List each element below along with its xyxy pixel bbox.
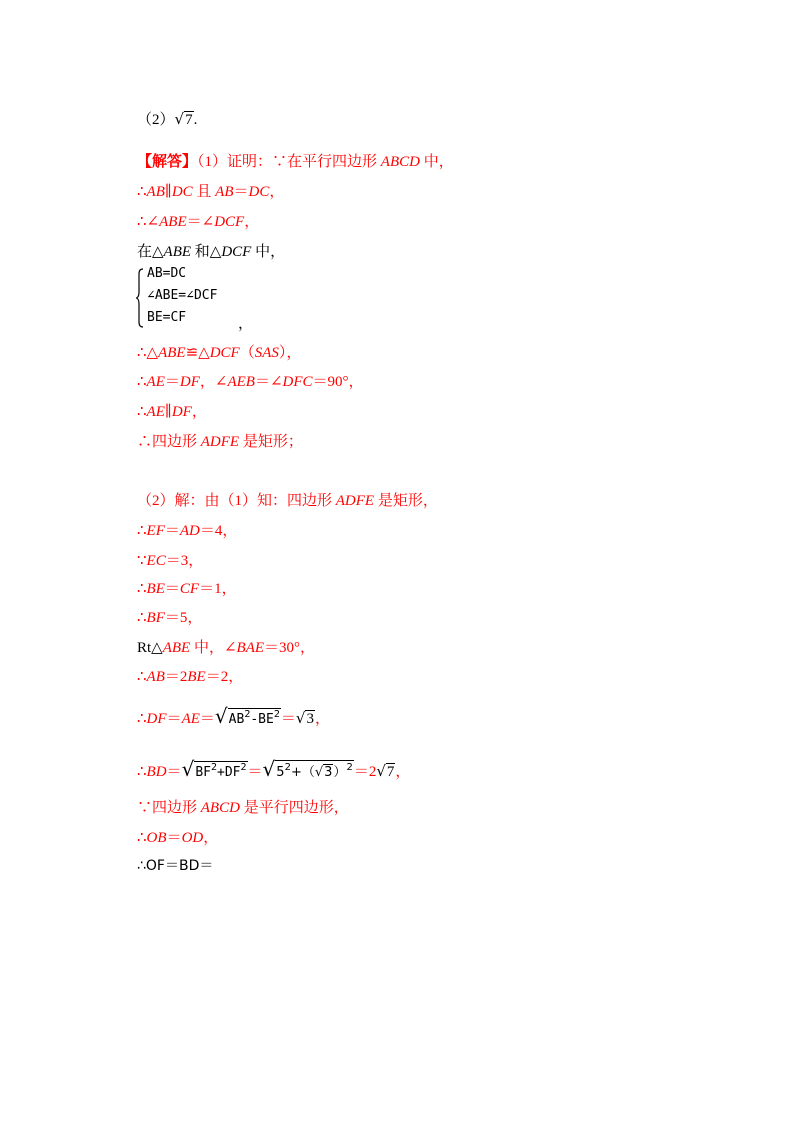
proof-line-1: ∴AB∥DC 且 AB＝DC， (137, 184, 285, 200)
part2-line-8: $\therefore DF=AE=√AB^2-BE^2=√3$， (137, 704, 330, 728)
proof-line-4: ∴△ABE≌△DCF（SAS）， (137, 345, 302, 361)
sqrt-3: √3 (295, 709, 314, 727)
answer-tag: 【解答】 (137, 154, 198, 170)
part2-line-3: ∵EC＝3， (137, 553, 204, 569)
brace-icon (136, 268, 144, 328)
part2-line-10: ∵四边形 ABCD 是平行四边形， (137, 800, 349, 816)
sqrt-ab2-be2: $√AB^2-BE^2$ (214, 704, 280, 728)
part2-line-1: （2）解：由（1）知：四边形 ADFE 是矩形， (137, 493, 438, 509)
part2-line-2: ∴EF＝AD＝4， (137, 523, 238, 539)
part2-line-12: ∴OF＝BD＝ (137, 858, 214, 874)
solution-header: 【解答】（1）证明：∵在平行四边形 ABCD 中， (137, 154, 454, 170)
sqrt-bf2-df2: $√BF^2+DF^2$ (181, 757, 247, 781)
part2-line-9: $\therefore BD=√BF^2+DF^2=√5^2+(√3)^2=2√7$， (137, 757, 411, 781)
part2-answer: （2）√7. (137, 110, 198, 128)
part2-line-7: ∴AB＝2BE＝2， (137, 669, 244, 685)
sqrt-5-squared-sum: $√5^2+(√3)^2$ (262, 757, 353, 781)
system-eq-1: AB=DC (147, 266, 187, 281)
system-eq-2: ∠ABE=∠DCF (147, 288, 218, 303)
proof-line-2: ∴∠ABE＝∠DCF， (137, 214, 260, 230)
proof-line-5: ∴AE＝DF，∠AEB＝∠DFC＝90°， (137, 374, 364, 390)
proof-line-3: 在△ABE 和△DCF 中， (137, 244, 286, 260)
part2-line-6: Rt△ABE 中，∠BAE＝30°， (137, 640, 316, 656)
part2-line-4: ∴BE＝CF＝1， (137, 581, 237, 597)
part2-line-5: ∴BF＝5， (137, 610, 203, 626)
sqrt-7: √7 (174, 110, 193, 128)
part2-line-11: ∴OB＝OD， (137, 830, 219, 846)
sqrt-7-result: √7 (376, 762, 395, 780)
system-eq-3: BE=CF (147, 310, 187, 325)
proof-line-7: ∴四边形 ADFE 是矩形； (137, 434, 303, 450)
system-end: ， (238, 316, 254, 332)
proof-line-6: ∴AE∥DF， (137, 404, 207, 420)
